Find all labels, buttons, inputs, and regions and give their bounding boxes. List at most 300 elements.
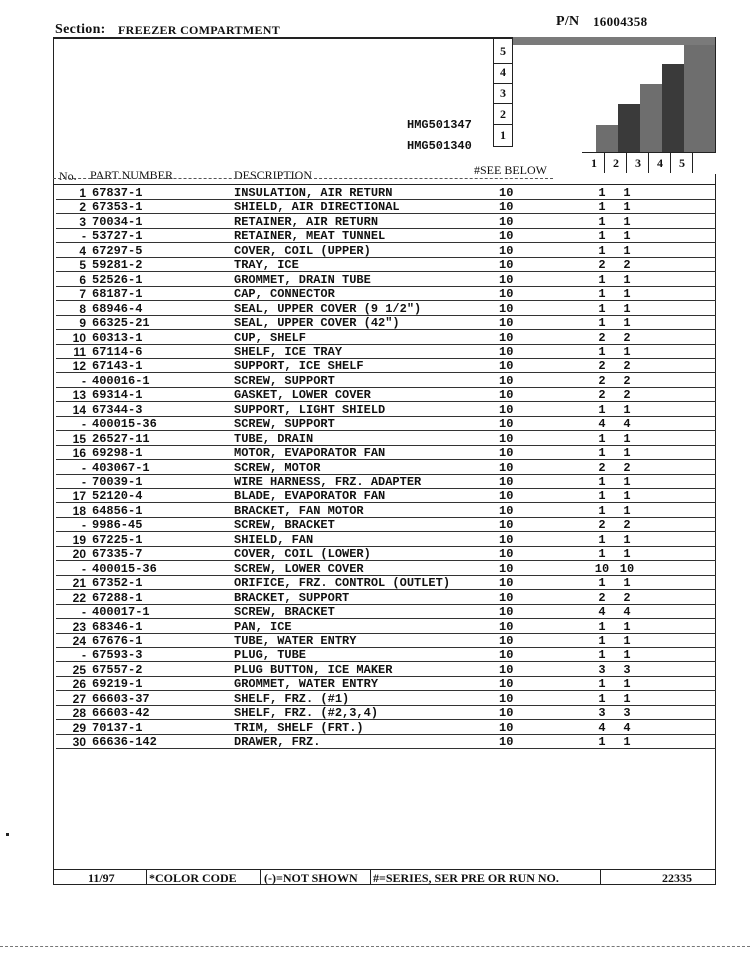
- row-item-number: 27: [72, 691, 86, 706]
- row-see-below: 10: [499, 648, 514, 663]
- row-item-number: 13: [72, 388, 86, 403]
- row-description: RETAINER, AIR RETURN: [234, 214, 379, 229]
- row-qty-col-2: 2: [623, 359, 631, 374]
- row-item-number: 10: [72, 330, 86, 345]
- row-qty-col-1: 2: [598, 388, 606, 403]
- row-description: SCREW, SUPPORT: [234, 417, 335, 432]
- row-description: SUPPORT, ICE SHELF: [234, 359, 364, 374]
- row-description: SCREW, LOWER COVER: [234, 561, 364, 576]
- row-see-below: 10: [499, 229, 514, 244]
- table-row: [0, 345, 750, 359]
- section-value: FREEZER COMPARTMENT: [118, 23, 281, 37]
- row-description: TUBE, DRAIN: [234, 431, 314, 446]
- row-qty-col-2: 3: [623, 662, 631, 677]
- row-see-below: 10: [499, 402, 514, 417]
- row-item-number: -: [82, 460, 86, 475]
- row-qty-col-1: 2: [598, 373, 606, 388]
- row-see-below: 10: [499, 691, 514, 706]
- row-item-number: 5: [79, 258, 86, 273]
- row-qty-col-1: 1: [598, 446, 606, 461]
- row-qty-col-2: 3: [623, 706, 631, 721]
- row-item-number: 29: [72, 720, 86, 735]
- row-qty-col-1: 2: [598, 460, 606, 475]
- row-part-number: 66325-21: [92, 316, 150, 331]
- staircase-inner-white-2: [512, 104, 618, 124]
- row-qty-col-1: 4: [598, 605, 606, 620]
- row-description: GASKET, LOWER COVER: [234, 388, 371, 403]
- row-part-number: 67335-7: [92, 547, 143, 562]
- row-item-number: 23: [72, 619, 86, 634]
- table-row: [0, 692, 750, 706]
- row-qty-col-1: 2: [598, 330, 606, 345]
- row-see-below: 10: [499, 532, 514, 547]
- row-item-number: 15: [72, 431, 86, 446]
- row-part-number: 70034-1: [92, 214, 143, 229]
- row-description: BRACKET, FAN MOTOR: [234, 503, 364, 518]
- table-row: [0, 634, 750, 648]
- footer-color-code: *COLOR CODE: [149, 871, 237, 885]
- row-description: SCREW, MOTOR: [234, 460, 321, 475]
- table-row: [0, 200, 750, 214]
- row-see-below: 10: [499, 735, 514, 750]
- staircase-shade: [512, 37, 715, 45]
- row-qty-col-2: 1: [623, 316, 631, 331]
- row-part-number: 67297-5: [92, 243, 143, 258]
- row-part-number: 67676-1: [92, 633, 143, 648]
- row-see-below: 10: [499, 561, 514, 576]
- row-item-number: 21: [72, 576, 86, 591]
- column-number-2: 2: [613, 156, 619, 170]
- col-sep-4: [670, 152, 671, 173]
- row-part-number: 400015-36: [92, 417, 157, 432]
- row-part-number: 69219-1: [92, 677, 143, 692]
- row-see-below: 10: [499, 706, 514, 721]
- table-row: [0, 547, 750, 561]
- table-row: [0, 461, 750, 475]
- row-item-number: 24: [72, 633, 86, 648]
- row-part-number: 67114-6: [92, 344, 143, 359]
- table-row: [0, 605, 750, 619]
- table-row: [0, 663, 750, 677]
- row-qty-col-1: 3: [598, 706, 606, 721]
- box-number-3: 3: [500, 86, 506, 100]
- table-row: [0, 591, 750, 605]
- row-part-number: 400017-1: [92, 605, 150, 620]
- footer-sep-3: [370, 869, 371, 885]
- row-see-below: 10: [499, 388, 514, 403]
- row-item-number: 7: [79, 287, 86, 302]
- row-see-below: 10: [499, 619, 514, 634]
- row-see-below: 10: [499, 576, 514, 591]
- row-item-number: -: [82, 229, 86, 244]
- row-qty-col-1: 2: [598, 518, 606, 533]
- row-see-below: 10: [499, 518, 514, 533]
- row-part-number: 52526-1: [92, 272, 143, 287]
- row-description: RETAINER, MEAT TUNNEL: [234, 229, 386, 244]
- row-item-number: 18: [72, 503, 86, 518]
- row-qty-col-1: 1: [598, 532, 606, 547]
- row-see-below: 10: [499, 214, 514, 229]
- row-part-number: 66603-42: [92, 706, 150, 721]
- footer-series: #=SERIES, SER PRE OR RUN NO.: [373, 871, 559, 885]
- row-part-number: 64856-1: [92, 503, 143, 518]
- box-line-3: [493, 103, 512, 104]
- table-row: [0, 244, 750, 258]
- row-qty-col-1: 1: [598, 691, 606, 706]
- row-qty-col-1: 1: [598, 576, 606, 591]
- row-qty-col-1: 4: [598, 417, 606, 432]
- row-qty-col-2: 2: [623, 518, 631, 533]
- col-sep-1: [604, 152, 605, 173]
- row-part-number: 52120-4: [92, 489, 143, 504]
- row-qty-col-1: 1: [598, 344, 606, 359]
- row-description: TRAY, ICE: [234, 258, 299, 273]
- row-part-number: 59281-2: [92, 258, 143, 273]
- box-number-4: 4: [500, 65, 506, 79]
- row-qty-col-2: 1: [623, 532, 631, 547]
- footer-not-shown: (-)=NOT SHOWN: [264, 871, 358, 885]
- row-description: BRACKET, SUPPORT: [234, 590, 350, 605]
- row-see-below: 10: [499, 301, 514, 316]
- table-row: [0, 316, 750, 330]
- row-description: SHELF, ICE TRAY: [234, 344, 343, 359]
- row-qty-col-2: 4: [623, 720, 631, 735]
- row-see-below: 10: [499, 460, 514, 475]
- box-number-left-edge: [493, 37, 494, 147]
- row-qty-col-2: 1: [623, 200, 631, 215]
- column-number-3: 3: [635, 156, 641, 170]
- row-see-below: 10: [499, 200, 514, 215]
- staircase-inner-white-1: [512, 125, 596, 144]
- row-part-number: 69314-1: [92, 388, 143, 403]
- staircase-bar-5: [684, 45, 715, 157]
- header-bottom-border: [53, 184, 716, 185]
- row-item-number: 16: [72, 446, 86, 461]
- box-line-5: [493, 146, 512, 147]
- staircase-bar-2: [618, 104, 640, 157]
- row-qty-col-1: 1: [598, 475, 606, 489]
- table-row: [0, 735, 750, 749]
- table-row: [0, 562, 750, 576]
- staircase-inner-white-5: [512, 45, 684, 63]
- row-qty-col-1: 1: [598, 272, 606, 287]
- row-part-number: 67288-1: [92, 590, 143, 605]
- footer-sep-1: [146, 869, 147, 885]
- row-see-below: 10: [499, 359, 514, 374]
- table-row: [0, 518, 750, 532]
- footer-doc-number: 22335: [662, 871, 692, 885]
- row-part-number: 66636-142: [92, 735, 157, 750]
- row-part-number: 67353-1: [92, 200, 143, 215]
- row-qty-col-2: 1: [623, 229, 631, 244]
- row-qty-col-1: 2: [598, 590, 606, 605]
- row-description: SHIELD, AIR DIRECTIONAL: [234, 200, 400, 215]
- box-number-2: 2: [500, 107, 506, 121]
- column-header-no: No.: [59, 169, 77, 183]
- row-description: INSULATION, AIR RETURN: [234, 186, 393, 200]
- box-number-divider: [512, 37, 513, 147]
- table-row: [0, 403, 750, 417]
- row-qty-col-2: 1: [623, 633, 631, 648]
- row-qty-col-1: 3: [598, 662, 606, 677]
- row-description: TUBE, WATER ENTRY: [234, 633, 357, 648]
- row-description: CUP, SHELF: [234, 330, 307, 345]
- row-see-below: 10: [499, 662, 514, 677]
- row-qty-col-1: 2: [598, 359, 606, 374]
- row-description: GROMMET, DRAIN TUBE: [234, 272, 371, 287]
- row-description: DRAWER, FRZ.: [234, 735, 321, 750]
- scan-bottom-line: [0, 946, 750, 947]
- table-row: [0, 620, 750, 634]
- row-see-below: 10: [499, 316, 514, 331]
- column-number-4: 4: [657, 156, 663, 170]
- section-label: Section:: [55, 22, 106, 37]
- row-qty-col-1: 1: [598, 287, 606, 302]
- row-item-number: 4: [79, 243, 86, 258]
- staircase-bar-3: [640, 84, 662, 157]
- row-item-number: -: [82, 518, 86, 533]
- row-part-number: 67593-3: [92, 648, 143, 663]
- column-header-part-number: PART NUMBER: [90, 168, 173, 182]
- row-qty-col-2: 1: [623, 735, 631, 750]
- row-part-number: 26527-11: [92, 431, 150, 446]
- row-item-number: -: [82, 475, 86, 489]
- row-item-number: 9: [79, 316, 86, 331]
- row-see-below: 10: [499, 243, 514, 258]
- row-description: MOTOR, EVAPORATOR FAN: [234, 446, 386, 461]
- row-qty-col-1: 1: [598, 200, 606, 215]
- table-row: [0, 533, 750, 547]
- row-item-number: -: [82, 373, 86, 388]
- row-part-number: 68946-4: [92, 301, 143, 316]
- row-see-below: 10: [499, 258, 514, 273]
- row-qty-col-1: 1: [598, 402, 606, 417]
- row-item-number: 2: [79, 200, 86, 215]
- row-item-number: 28: [72, 706, 86, 721]
- row-item-number: -: [82, 605, 86, 620]
- col-sep-2: [626, 152, 627, 173]
- table-row: [0, 374, 750, 388]
- header-divider: [53, 178, 553, 179]
- row-part-number: 403067-1: [92, 460, 150, 475]
- table-row: [0, 287, 750, 301]
- table-row: [0, 721, 750, 735]
- row-item-number: 25: [72, 662, 86, 677]
- row-item-number: 17: [72, 489, 86, 504]
- row-item-number: 14: [72, 402, 86, 417]
- row-see-below: 10: [499, 330, 514, 345]
- row-description: ORIFICE, FRZ. CONTROL (OUTLET): [234, 576, 451, 591]
- box-number-1: 1: [500, 128, 506, 142]
- row-item-number: 11: [73, 344, 86, 359]
- row-qty-col-2: 1: [623, 287, 631, 302]
- row-see-below: 10: [499, 547, 514, 562]
- column-header-description: DESCRIPTION: [234, 168, 313, 182]
- row-see-below: 10: [499, 272, 514, 287]
- row-qty-col-2: 1: [623, 301, 631, 316]
- row-qty-col-2: 2: [623, 330, 631, 345]
- row-part-number: 70137-1: [92, 720, 143, 735]
- row-qty-col-1: 10: [594, 561, 610, 576]
- row-part-number: 70039-1: [92, 475, 143, 489]
- row-qty-col-1: 1: [598, 214, 606, 229]
- table-row: [0, 504, 750, 518]
- row-description: SCREW, SUPPORT: [234, 373, 335, 388]
- row-see-below: 10: [499, 590, 514, 605]
- row-description: SHIELD, FAN: [234, 532, 314, 547]
- row-qty-col-2: 4: [623, 417, 631, 432]
- row-item-number: 20: [72, 547, 86, 562]
- row-description: SEAL, UPPER COVER (42"): [234, 316, 400, 331]
- row-qty-col-1: 1: [598, 229, 606, 244]
- scan-dot: [6, 833, 9, 836]
- model-number-1: HMG501347: [407, 118, 472, 132]
- row-qty-col-2: 2: [623, 460, 631, 475]
- col-sep-5: [692, 152, 693, 173]
- row-description: SHELF, FRZ. (#2,3,4): [234, 706, 379, 721]
- row-qty-col-2: 1: [623, 446, 631, 461]
- row-qty-col-2: 1: [623, 344, 631, 359]
- row-description: PLUG BUTTON, ICE MAKER: [234, 662, 393, 677]
- row-description: SEAL, UPPER COVER (9 1/2"): [234, 301, 422, 316]
- table-row: [0, 648, 750, 662]
- row-part-number: 9986-45: [92, 518, 143, 533]
- table-row: [0, 489, 750, 503]
- table-row: [0, 576, 750, 590]
- footer-top-border: [53, 869, 716, 870]
- row-qty-col-2: 1: [623, 475, 631, 489]
- row-see-below: 10: [499, 720, 514, 735]
- staircase-bar-4: [662, 64, 684, 157]
- table-row: [0, 388, 750, 402]
- row-part-number: 400015-36: [92, 561, 157, 576]
- box-number-5: 5: [500, 44, 506, 58]
- row-description: WIRE HARNESS, FRZ. ADAPTER: [234, 475, 422, 489]
- row-qty-col-1: 2: [598, 258, 606, 273]
- footer-sep-2: [260, 869, 261, 885]
- row-qty-col-1: 1: [598, 186, 606, 200]
- row-qty-col-2: 1: [623, 648, 631, 663]
- row-qty-col-1: 1: [598, 301, 606, 316]
- row-description: COVER, COIL (LOWER): [234, 547, 371, 562]
- row-qty-col-2: 2: [623, 258, 631, 273]
- row-part-number: 67225-1: [92, 532, 143, 547]
- row-qty-col-1: 1: [598, 735, 606, 750]
- row-see-below: 10: [499, 287, 514, 302]
- row-part-number: 67143-1: [92, 359, 143, 374]
- row-description: SUPPORT, LIGHT SHIELD: [234, 402, 386, 417]
- row-qty-col-1: 1: [598, 503, 606, 518]
- row-qty-col-2: 1: [623, 691, 631, 706]
- table-row: [0, 229, 750, 243]
- row-qty-col-1: 1: [598, 677, 606, 692]
- row-qty-col-2: 1: [623, 402, 631, 417]
- row-see-below: 10: [499, 605, 514, 620]
- row-part-number: 67352-1: [92, 576, 143, 591]
- row-description: SCREW, BRACKET: [234, 518, 335, 533]
- row-qty-col-1: 1: [598, 619, 606, 634]
- row-qty-col-2: 1: [623, 547, 631, 562]
- row-qty-col-2: 10: [619, 561, 635, 576]
- row-item-number: 8: [79, 301, 86, 316]
- row-see-below: 10: [499, 344, 514, 359]
- row-item-number: 26: [72, 677, 86, 692]
- row-qty-col-2: 1: [623, 272, 631, 287]
- table-row: [0, 273, 750, 287]
- row-part-number: 67837-1: [92, 186, 143, 200]
- column-number-5: 5: [679, 156, 685, 170]
- row-description: PLUG, TUBE: [234, 648, 307, 663]
- row-qty-col-2: 1: [623, 677, 631, 692]
- col-sep-3: [648, 152, 649, 173]
- staircase-inner-white-4: [512, 64, 662, 83]
- row-description: SHELF, FRZ. (#1): [234, 691, 350, 706]
- row-item-number: -: [82, 648, 86, 663]
- table-row: [0, 677, 750, 691]
- row-item-number: 6: [79, 272, 86, 287]
- row-item-number: 30: [72, 735, 86, 750]
- table-row: [0, 475, 750, 489]
- row-part-number: 68187-1: [92, 287, 143, 302]
- row-description: GROMMET, WATER ENTRY: [234, 677, 379, 692]
- table-row: [0, 215, 750, 229]
- row-see-below: 10: [499, 503, 514, 518]
- row-part-number: 68346-1: [92, 619, 143, 634]
- row-item-number: 12: [72, 359, 86, 374]
- table-row: [0, 359, 750, 373]
- row-item-number: -: [82, 561, 86, 576]
- row-qty-col-2: 2: [623, 373, 631, 388]
- row-qty-col-1: 1: [598, 633, 606, 648]
- row-part-number: 67344-3: [92, 402, 143, 417]
- row-part-number: 66603-37: [92, 691, 150, 706]
- row-part-number: 400016-1: [92, 373, 150, 388]
- row-qty-col-2: 1: [623, 431, 631, 446]
- row-item-number: 3: [79, 214, 86, 229]
- table-row: [0, 446, 750, 460]
- row-qty-col-2: 1: [623, 576, 631, 591]
- box-line-4: [493, 124, 512, 125]
- row-description: TRIM, SHELF (FRT.): [234, 720, 364, 735]
- row-description: PAN, ICE: [234, 619, 292, 634]
- table-row: [0, 417, 750, 431]
- row-qty-col-1: 1: [598, 648, 606, 663]
- row-qty-col-2: 1: [623, 186, 631, 200]
- model-number-2: HMG501340: [407, 139, 472, 153]
- row-qty-col-2: 2: [623, 590, 631, 605]
- row-part-number: 53727-1: [92, 229, 143, 244]
- box-line-1: [493, 63, 512, 64]
- row-qty-col-2: 1: [623, 243, 631, 258]
- row-underline: [56, 748, 716, 749]
- row-qty-col-2: 2: [623, 388, 631, 403]
- row-description: BLADE, EVAPORATOR FAN: [234, 489, 386, 504]
- row-qty-col-1: 1: [598, 489, 606, 504]
- table-row: [0, 331, 750, 345]
- row-qty-col-2: 1: [623, 214, 631, 229]
- row-qty-col-2: 1: [623, 503, 631, 518]
- row-see-below: 10: [499, 431, 514, 446]
- row-description: CAP, CONNECTOR: [234, 287, 335, 302]
- footer-sep-4: [600, 869, 601, 885]
- table-row: [0, 302, 750, 316]
- row-see-below: 10: [499, 489, 514, 504]
- row-item-number: 19: [72, 532, 86, 547]
- row-qty-col-2: 4: [623, 605, 631, 620]
- row-qty-col-1: 1: [598, 316, 606, 331]
- row-see-below: 10: [499, 373, 514, 388]
- row-part-number: 67557-2: [92, 662, 143, 677]
